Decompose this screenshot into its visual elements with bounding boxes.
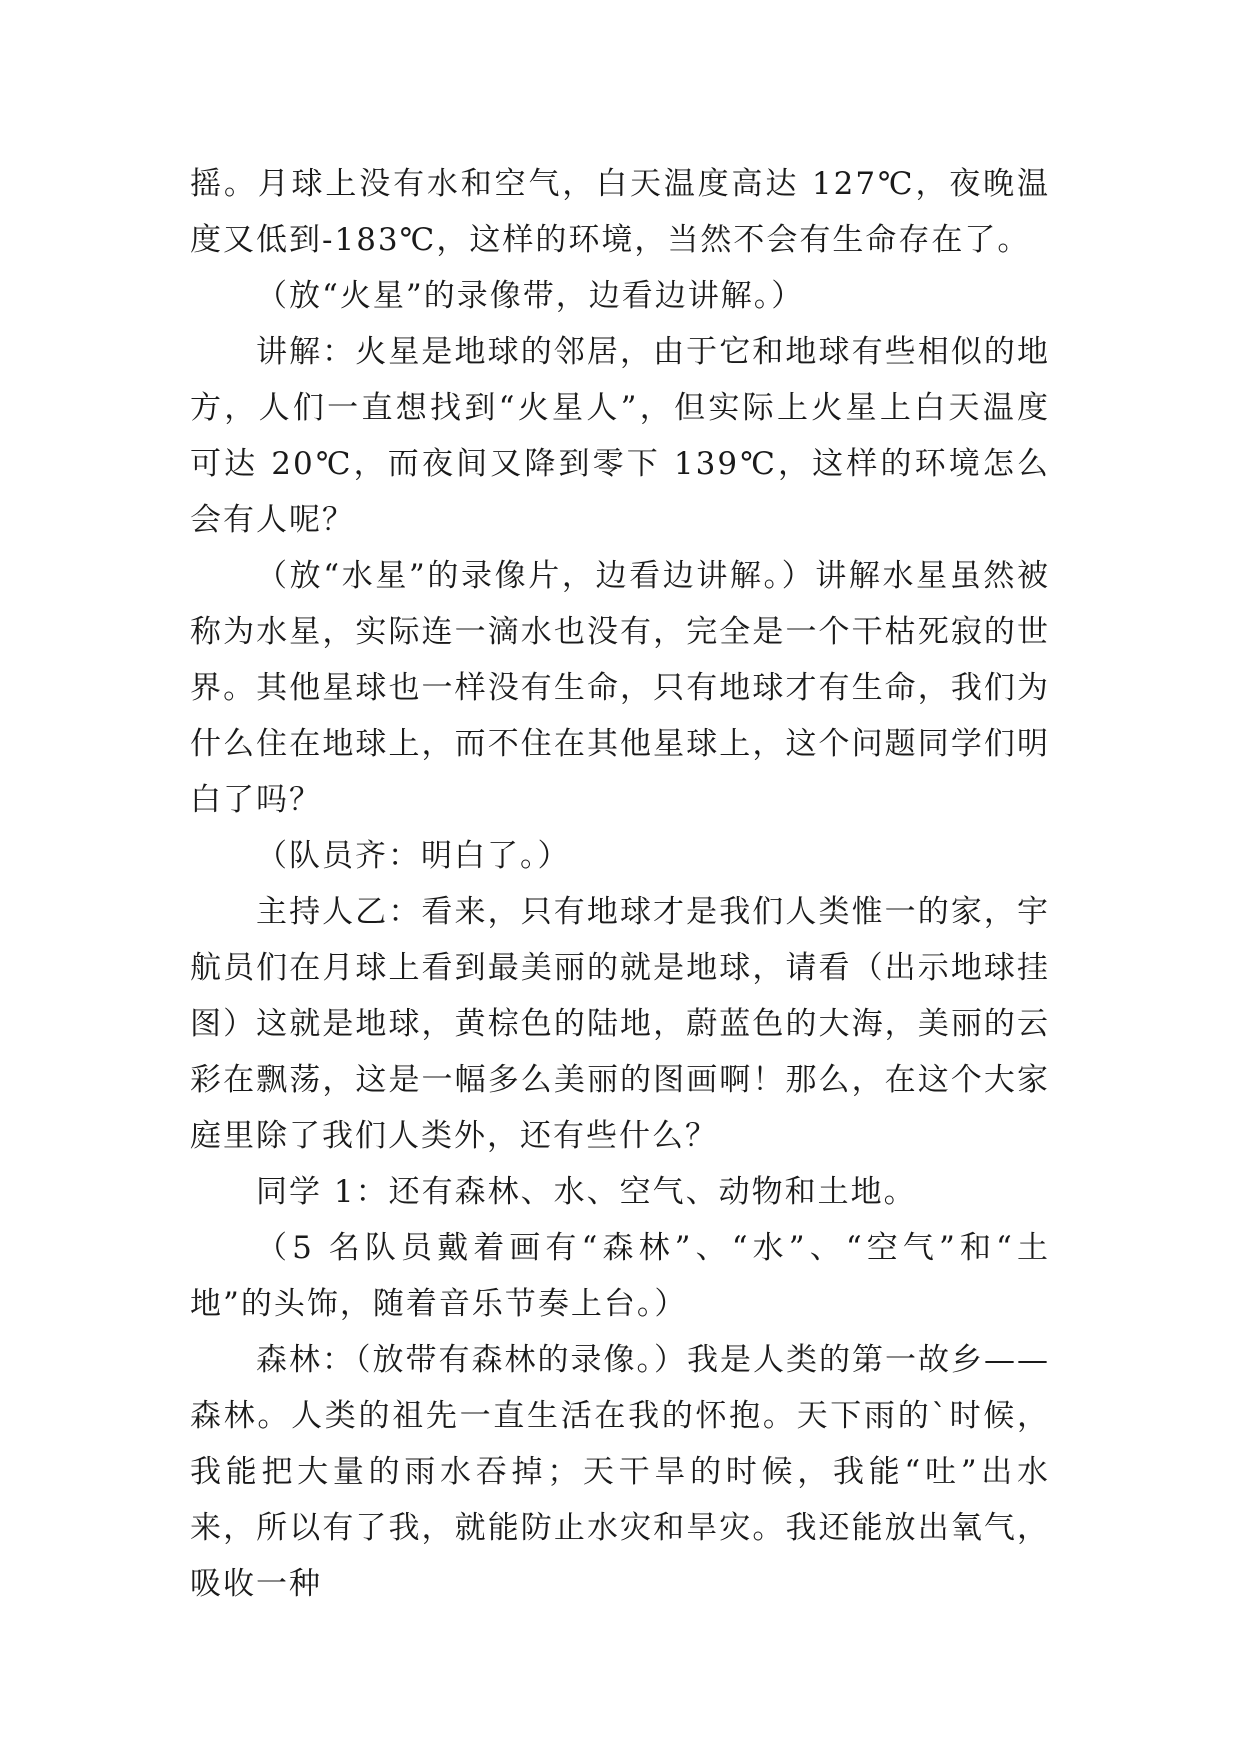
paragraph: 同学 1：还有森林、水、空气、动物和土地。: [256, 1174, 917, 1210]
paragraph: 主持人乙：看来，只有地球才是我们人类惟一的家，宇航员们在月球上看到最美丽的就是地球，请看（出示地球挂图）这就是地球，黄棕色的陆地，蔚蓝色的大海，美丽的云彩在飘荡，这是一幅多么美丽的图画啊！那么，在这个大家庭里除了我们人类外，还有些什么？: [190, 894, 1050, 1154]
paragraph: 摇。月球上没有水和空气，白天温度高达 127℃，夜晚温度又低到-183℃，这样的环境，当然不会有生命存在了。: [190, 166, 1050, 258]
body-text: [190, 156, 1050, 1612]
paragraph: （队员齐：明白了。）: [256, 838, 571, 874]
paragraph: （5 名队员戴着画有“森林”、“水”、“空气”和“土地”的头饰，随着音乐节奏上台。）: [190, 1230, 1050, 1322]
paragraph: 讲解：火星是地球的邻居，由于它和地球有些相似的地方，人们一直想找到“火星人”，但实际上火星上白天温度可达 20℃，而夜间又降到零下 139℃，这样的环境怎么会有人呢？: [190, 334, 1050, 538]
paragraph: （放“水星”的录像片，边看边讲解。）讲解水星虽然被称为水星，实际连一滴水也没有，完全是一个干枯死寂的世界。其他星球也一样没有生命，只有地球才有生命，我们为什么住在地球上，而不住在其他星球上，这个问题同学们明白了吗？: [190, 558, 1050, 818]
paragraph: （放“火星”的录像带，边看边讲解。）: [256, 278, 805, 314]
paragraph: 森林：（放带有森林的录像。）我是人类的第一故乡——森林。人类的祖先一直生活在我的怀抱。天下雨的`时候，我能把大量的雨水吞掉；天干旱的时候，我能“吐”出水来，所以有了我，就能防止水灾和旱灾。我还能放出氧气，吸收一种: [190, 1342, 1050, 1602]
